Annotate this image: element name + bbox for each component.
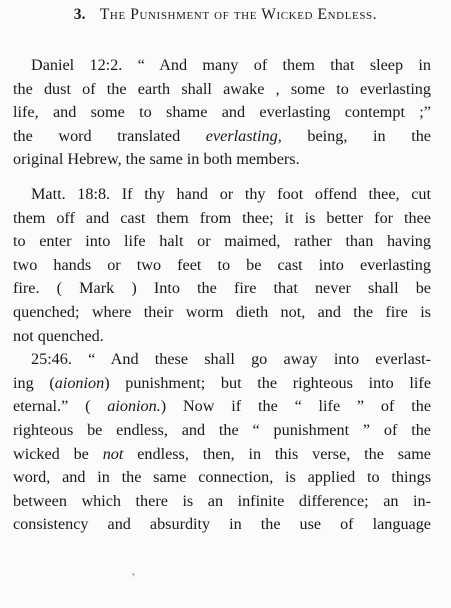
- text-line: them off and cast them from thee; it is better for thee: [13, 208, 431, 227]
- text-line: two hands or two feet to be cast into everlasting: [13, 255, 431, 274]
- text-line: eternal.” ( aionion.) Now if the “ life ” of the: [13, 397, 432, 416]
- text-line: the dust of the earth shall awake , some to everlasting: [13, 79, 431, 98]
- text-line: life, and some to shame and everlasting contempt ;”: [13, 103, 431, 122]
- text-line: not quenched.: [13, 326, 104, 345]
- text-line: fire. ( Mark ) Into the fire that never shall be: [13, 279, 431, 298]
- text-line: consistency and absurdity in the use of language: [13, 515, 431, 534]
- text-line: ing (aionion) punishment; but the righteous into life: [13, 373, 431, 392]
- text-line: wicked be not endless, then, in this verse, the same: [13, 444, 431, 463]
- text-line: 25:46. “ And these shall go away into everlast-: [31, 350, 431, 369]
- text-line: between which there is an infinite difference; an in-: [13, 491, 431, 510]
- section-number: 3.: [73, 6, 86, 23]
- paragraph-matthew: [13, 183, 431, 348]
- text-line: the word translated everlasting, being, in the: [13, 126, 431, 145]
- text-line: righteous be endless, and the “ punishment ” of the: [13, 420, 431, 439]
- section-heading: [0, 6, 451, 24]
- paragraph-matthew-25: [13, 348, 431, 537]
- section-title: The Punishment of the Wicked Endless.: [99, 6, 378, 23]
- text-line: original Hebrew, the same in both members.: [13, 150, 300, 169]
- text-line: Matt. 18:8. If thy hand or thy foot offend thee, cut: [31, 184, 431, 203]
- text-line: word, and in the same connection, is applied to things: [13, 468, 431, 487]
- body-text: [13, 54, 431, 537]
- text-line: quenched; where their worm dieth not, and the fire is: [13, 302, 431, 321]
- text-line: Daniel 12:2. “ And many of them that sleep in: [31, 56, 431, 74]
- text-line: to enter into life halt or maimed, rather than having: [13, 232, 431, 251]
- paragraph-daniel: [13, 54, 431, 172]
- stray-ink-mark: ’: [129, 570, 140, 585]
